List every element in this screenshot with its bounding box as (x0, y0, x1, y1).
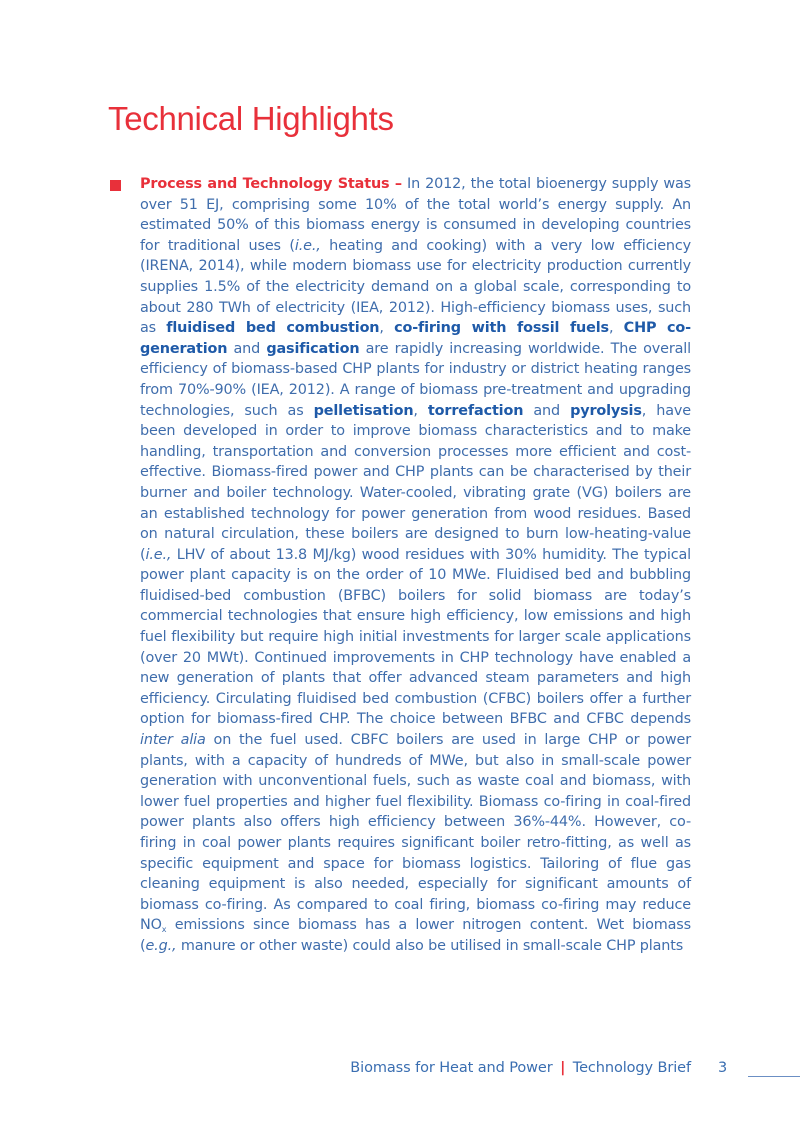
page-title: Technical Highlights (108, 100, 394, 137)
footer-document-title (350, 1060, 691, 1076)
text-segment: , have been developed in order to improve biomass characteristics and to make handling, transportation and conversion processes more efficient and cost-effective. Biomass-fired power and CHP plants can be characterised by their burner and boiler technology. Water-cooled, vibrating grate (VG) boilers are an established technology for power generation from wood residues. Based on natural circulation, these boilers are designed to burn low-heating-value ( (140, 402, 691, 563)
subscript-x: x (161, 925, 167, 935)
text-segment: In 2012, the total bioenergy supply was over 51 EJ, comprising some 10% of the total world’s energy supply. An estimated 50% of this biomass energy is consumed in developing countries for traditional uses ( (140, 176, 691, 254)
text-segment: , (413, 402, 428, 419)
text-segment: are rapidly increasing worldwide. The overall efficiency of biomass-based CHP plants for industry or district heating ranges from 70%-90% (IEA, 2012). A range of biomass pre-treatment and upgrading technologies, such as (140, 340, 691, 419)
footer-doc-title: Biomass for Heat and Power (350, 1060, 553, 1076)
page-footer (0, 1060, 800, 1080)
footer-separator: | (560, 1060, 566, 1076)
body-paragraph (140, 174, 691, 957)
text-segment: and (523, 402, 571, 419)
section-lead: Process and Technology Status – (140, 176, 402, 192)
italic-text: inter alia (140, 732, 206, 749)
keyword-gasification: gasification (266, 340, 360, 357)
text-segment: manure or other waste) could also be utilised in small-scale CHP plants (176, 937, 684, 954)
keyword-pyrolysis: pyrolysis (570, 402, 642, 419)
text-segment: and (227, 340, 267, 357)
footer-doc-type: Technology Brief (572, 1060, 691, 1076)
square-bullet-icon (110, 180, 121, 191)
keyword-co-firing: co-firing with fossil fuels (394, 320, 609, 337)
keyword-torrefaction: torrefaction (427, 402, 524, 419)
italic-text: i.e., (294, 237, 321, 254)
text-segment: emissions since biomass has a lower nitrogen content. Wet biomass ( (140, 917, 691, 954)
text-segment: , (379, 320, 395, 337)
italic-text: e.g., (145, 937, 177, 954)
text-segment: LHV of about 13.8 MJ/kg) wood residues with 30% humidity. The typical power plant capacity is on the order of 10 MWe. Fluidised bed and bubbling fluidised-bed combustion (BFBC) boilers for solid biomass are today’s commercial technologies that ensure high efficiency, low emissions and high fuel flexibility but require high initial investments for larger scale applications (over 20 MWt). Continued improvements in CHP technology have enabled a new generation of plants that offer advanced steam parameters and high efficiency. Circulating fluidised bed combustion (CFBC) boilers offer a further option for biomass-fired CHP. The choice between BFBC and CFBC depends (140, 546, 691, 728)
keyword-pelletisation: pelletisation (313, 402, 414, 419)
keyword-fluidised-bed-combustion: fluidised bed combustion (166, 320, 380, 337)
page-number: 3 (718, 1060, 728, 1076)
text-segment: heating and cooking) with a very low efficiency (IRENA, 2014), while modern biomass use for electricity production currently supplies 1.5% of the electricity demand on a global scale, corresponding to about 280 TWh of electricity (IEA, 2012). High-efficiency biomass uses, such as (140, 237, 692, 337)
italic-text: i.e., (145, 546, 172, 563)
footer-rule (748, 1076, 800, 1077)
keyword-chp-co-generation: CHP co-generation (140, 320, 691, 357)
text-segment: on the fuel used. CBFC boilers are used in large CHP or power plants, with a capacity of hundreds of MWe, but also in small-scale power generation with unconventional fuels, such as waste coal and biomass, with lower fuel properties and higher fuel flexibility. Biomass co-firing in coal-fired power plants also offers high efficiency between 36%-44%. However, co-firing in coal power plants requires significant boiler retro-fitting, as well as specific equipment and space for biomass logistics. Tailoring of flue gas cleaning equipment is also needed, especially for significant amounts of biomass co-firing. As compared to coal firing, biomass co-firing may reduce NO (140, 732, 691, 934)
text-segment: , (608, 320, 624, 337)
